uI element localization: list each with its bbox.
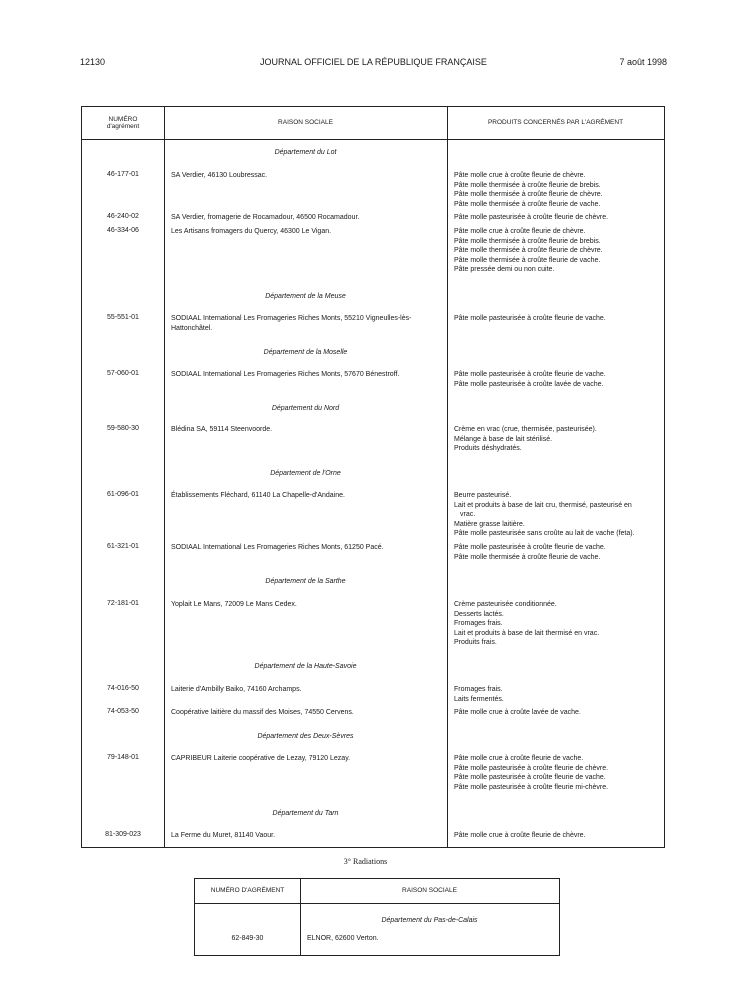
department-heading: Département de l'Orne — [270, 470, 341, 477]
entry-raison: Yoplait Le Mans, 72009 Le Mans Cedex. — [171, 601, 297, 608]
entry-produits — [454, 425, 662, 454]
radiations-table — [194, 878, 560, 956]
entry-numero: 46-177-01 — [107, 171, 139, 178]
entry-numero: 81-309-023 — [105, 831, 141, 838]
product-line: Pâte molle crue à croûte fleurie de vache. — [454, 755, 584, 762]
product-line: Pâte molle pasteurisée à croûte lavée de vache. — [454, 380, 604, 388]
entry-numero: 62-849-30 — [231, 935, 264, 942]
product-line: Fromages frais. — [454, 620, 503, 627]
entry-produits — [454, 491, 662, 539]
department-heading: Département des Deux-Sèvres — [257, 733, 354, 740]
entry-raison: Coopérative laitière du massif des Moises, 74550 Cervens. — [171, 709, 354, 716]
page-header — [80, 57, 667, 69]
product-line: Pâte molle pasteurisée à croûte fleurie de vache. — [454, 544, 606, 551]
entry-produits — [454, 685, 662, 704]
entry-produits — [454, 370, 662, 389]
column-divider — [447, 107, 448, 847]
entry-produits — [454, 227, 662, 275]
entry-numero: 72-181-01 — [107, 600, 139, 607]
department-heading: Département du Nord — [271, 405, 340, 412]
entry-numero: 59-580-30 — [107, 425, 139, 432]
entry-raison: SODIAAL International Les Fromageries Riches Monts, 55210 Vigneulles-lès-Hattonchâtel. — [171, 315, 412, 332]
entry-raison: SODIAAL International Les Fromageries Riches Monts, 61250 Pacé. — [171, 544, 384, 551]
product-line: Lait et produits à base de lait cru, thermisé, pasteurisé en — [454, 501, 632, 509]
entry-numero: 61-096-01 — [107, 491, 139, 498]
entry-produits — [454, 543, 662, 562]
department-heading: Département de la Meuse — [265, 293, 346, 300]
radiations-caption: 3° Radiations — [343, 857, 388, 866]
header-rule — [82, 139, 664, 140]
product-line: Pâte molle pasteurisée à croûte fleurie de vache. — [454, 774, 606, 781]
entry-raison: ELNOR, 62600 Verton. — [307, 935, 379, 942]
product-line: Pâte molle thermisée à croûte fleurie de chèvre. — [454, 247, 603, 254]
entry-raison: Les Artisans fromagers du Quercy, 46300 Le Vigan. — [171, 228, 332, 235]
product-line: Mélange à base de lait stérilisé. — [454, 435, 553, 443]
product-line: Pâte molle crue à croûte fleurie de chèvre. — [454, 172, 586, 179]
product-line: Pâte pressée demi ou non cuite. — [454, 266, 555, 273]
product-line: Produits frais. — [454, 639, 497, 646]
column-header-produits: PRODUITS CONCERNÉS PAR L'AGRÉMENT — [487, 119, 624, 127]
entry-numero: 46-334-06 — [107, 227, 139, 234]
entry-numero: 79-148-01 — [107, 754, 139, 761]
entry-produits — [454, 708, 662, 718]
entry-raison: Laiterie d'Ambilly Baiko, 74160 Archamps. — [171, 686, 302, 693]
agrement-table — [81, 106, 665, 848]
product-line: Pâte molle thermisée à croûte fleurie de brebis. — [454, 181, 601, 189]
column-header-raison: RAISON SOCIALE — [402, 887, 457, 895]
entry-raison: Blédina SA, 59114 Steenvoorde. — [171, 426, 273, 433]
entry-raison: La Ferme du Muret, 81140 Vaour. — [171, 832, 276, 839]
entry-numero: 57-060-01 — [107, 370, 139, 377]
product-line: Pâte molle pasteurisée sans croûte au lait de vache (feta). — [454, 530, 635, 537]
entry-produits — [454, 754, 662, 792]
entry-produits — [454, 314, 662, 324]
product-line: Beurre pasteurisé. — [454, 492, 512, 499]
product-line: Crème pasteurisée conditionnée. — [454, 601, 557, 608]
product-line: Pâte molle pasteurisée à croûte fleurie de vache. — [454, 371, 606, 378]
product-line: Matière grasse laitière. — [454, 520, 525, 528]
department-heading: Département du Lot — [274, 149, 337, 156]
product-line: Fromages frais. — [454, 686, 503, 693]
product-line: Pâte molle thermisée à croûte fleurie de brebis. — [454, 237, 601, 245]
entry-produits — [454, 600, 662, 648]
entry-raison: SA Verdier, fromagerie de Rocamadour, 46500 Rocamadour. — [171, 214, 360, 221]
column-header-numero-line2: d'agrément — [106, 123, 140, 130]
journal-title: JOURNAL OFFICIEL DE LA RÉPUBLIQUE FRANÇAISE — [260, 57, 487, 67]
entry-produits — [454, 213, 662, 223]
entry-numero: 46-240-02 — [107, 213, 139, 220]
product-line: Pâte molle pasteurisée à croûte fleurie mi-chèvre. — [454, 783, 609, 791]
product-line: Crème en vrac (crue, thermisée, pasteurisée). — [454, 426, 597, 433]
entry-numero: 61-321-01 — [107, 543, 139, 550]
entry-raison: SODIAAL International Les Fromageries Riches Monts, 57670 Bénestroff. — [171, 371, 400, 378]
product-line: Pâte molle crue à croûte lavée de vache. — [454, 709, 581, 716]
product-line: Desserts lactés. — [454, 610, 504, 618]
column-header-numero: NUMÉRO D'AGRÉMENT — [210, 887, 285, 895]
entry-raison: Établissements Fléchard, 61140 La Chapelle-d'Andaine. — [171, 492, 345, 499]
department-heading: Département de la Moselle — [263, 349, 348, 356]
product-line: Pâte molle pasteurisée à croûte fleurie de chèvre. — [454, 214, 609, 221]
column-header-numero-line1: NUMÉRO — [108, 115, 138, 123]
department-heading: Département de la Sarthe — [265, 578, 346, 585]
product-line: Pâte molle thermisée à croûte fleurie de vache. — [454, 200, 601, 208]
product-line: Pâte molle pasteurisée à croûte fleurie de vache. — [454, 315, 606, 322]
entry-produits — [454, 831, 662, 841]
department-heading: Département du Tarn — [272, 810, 339, 817]
product-line: Pâte molle crue à croûte fleurie de chèvre. — [454, 228, 586, 235]
entry-numero: 74-016-50 — [107, 685, 139, 692]
page-number: 12130 — [80, 57, 106, 67]
entry-raison: SA Verdier, 46130 Loubressac. — [171, 172, 268, 179]
column-header-numero — [82, 107, 164, 139]
product-line: Laits fermentés. — [454, 695, 504, 703]
product-line: Pâte molle thermisée à croûte fleurie de vache. — [454, 256, 601, 264]
product-line: Pâte molle crue à croûte fleurie de chèvre. — [454, 832, 586, 839]
entry-numero: 74-053-50 — [107, 708, 139, 715]
department-heading: Département de la Haute-Savoie — [254, 663, 357, 670]
publication-date: 7 août 1998 — [619, 57, 667, 67]
product-line: Lait et produits à base de lait thermisé en vrac. — [454, 629, 600, 637]
product-line: Pâte molle thermisée à croûte fleurie de chèvre. — [454, 191, 603, 198]
entry-numero: 55-551-01 — [107, 314, 139, 321]
entry-raison: CAPRIBEUR Laiterie coopérative de Lezay, 79120 Lezay. — [171, 755, 351, 762]
entry-produits — [454, 171, 662, 209]
column-header-raison: RAISON SOCIALE — [278, 119, 333, 127]
product-line: Produits déshydratés. — [454, 445, 522, 452]
header-rule — [195, 903, 559, 904]
product-line: vrac. — [460, 511, 476, 518]
product-line: Pâte molle pasteurisée à croûte fleurie de chèvre. — [454, 764, 609, 772]
department-heading: Département du Pas-de-Calais — [381, 917, 478, 924]
product-line: Pâte molle thermisée à croûte fleurie de vache. — [454, 553, 601, 561]
